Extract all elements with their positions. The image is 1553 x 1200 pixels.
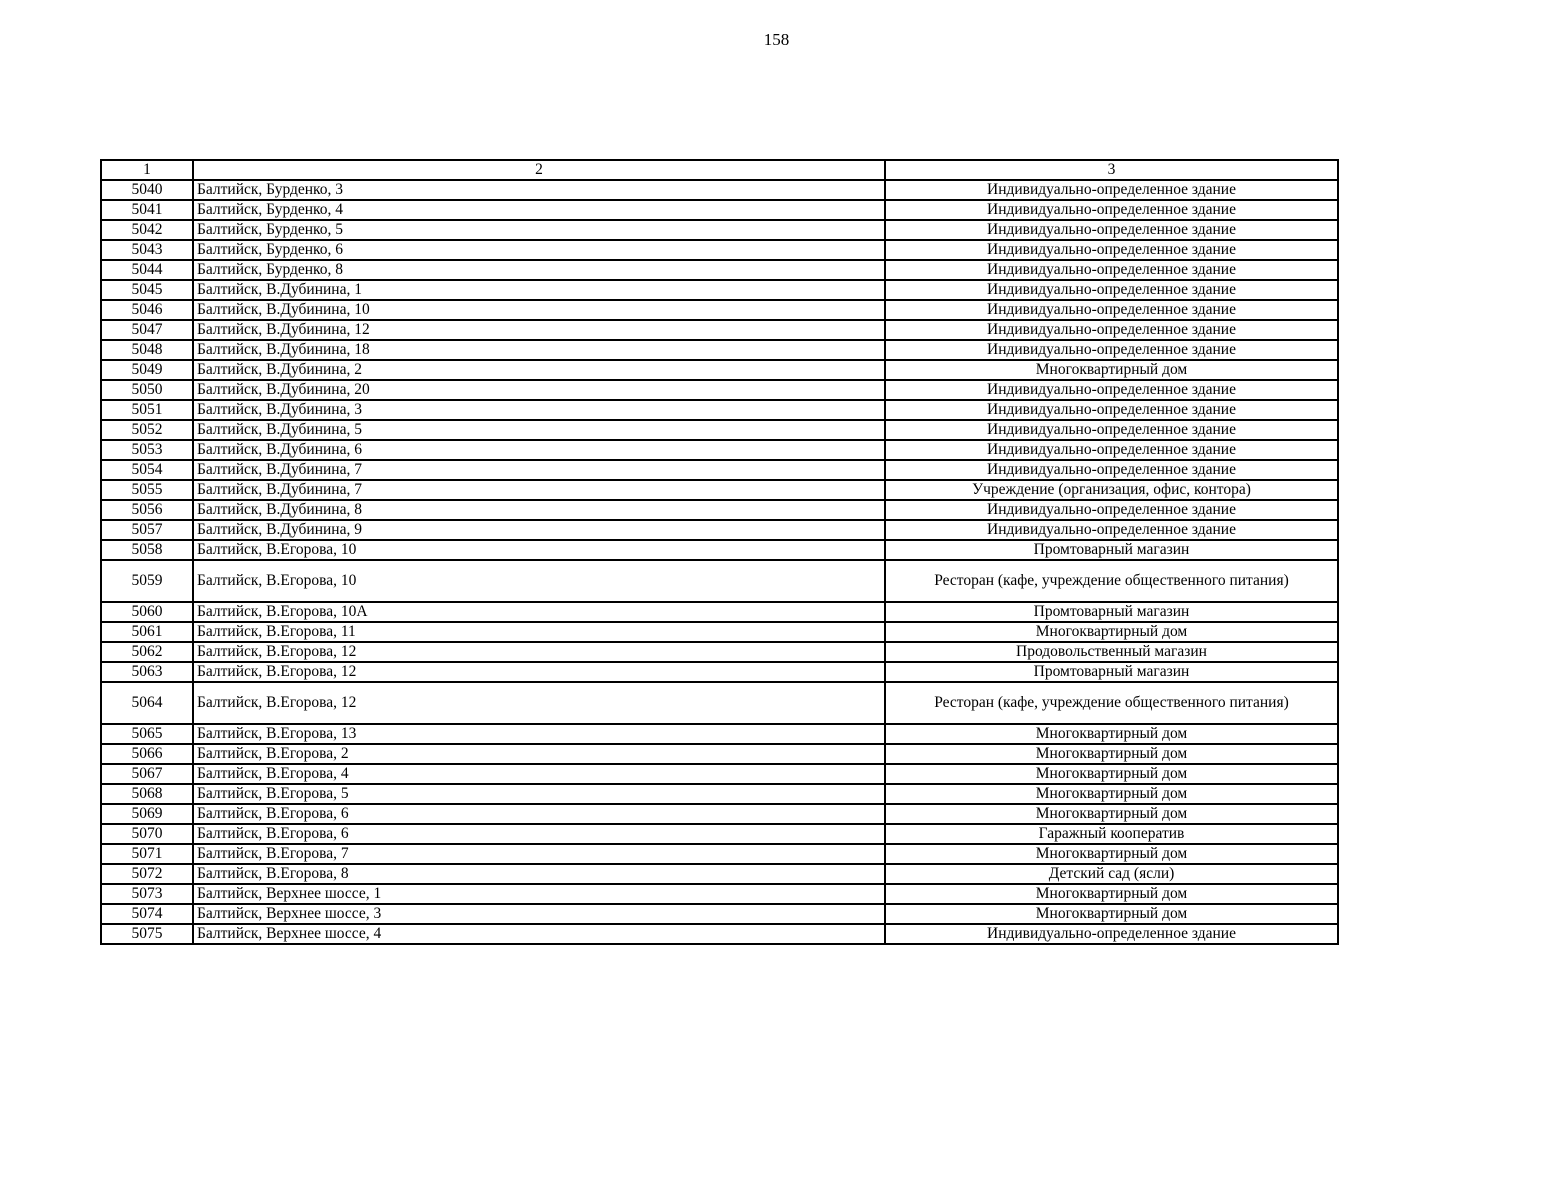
object-type-cell: Многоквартирный дом: [885, 904, 1338, 924]
row-number-cell: 5067: [101, 764, 193, 784]
row-number-cell: 5070: [101, 824, 193, 844]
address-cell: Балтийск, В.Егорова, 12: [193, 662, 885, 682]
object-type-cell: Многоквартирный дом: [885, 784, 1338, 804]
row-number-cell: 5072: [101, 864, 193, 884]
address-cell: Балтийск, В.Егорова, 10: [193, 540, 885, 560]
address-cell: Балтийск, В.Егорова, 10А: [193, 602, 885, 622]
address-cell: Балтийск, В.Егорова, 2: [193, 744, 885, 764]
address-cell: Балтийск, Верхнее шоссе, 4: [193, 924, 885, 944]
table-row: [101, 300, 1338, 320]
address-cell: Балтийск, В.Егорова, 5: [193, 784, 885, 804]
address-cell: Балтийск, В.Егорова, 12: [193, 682, 885, 724]
row-number-cell: 5073: [101, 884, 193, 904]
table-row: [101, 744, 1338, 764]
object-type-cell: Промтоварный магазин: [885, 602, 1338, 622]
table-row: [101, 520, 1338, 540]
address-cell: Балтийск, Бурденко, 3: [193, 180, 885, 200]
row-number-cell: 5052: [101, 420, 193, 440]
address-cell: Балтийск, В.Дубинина, 6: [193, 440, 885, 460]
address-cell: Балтийск, Бурденко, 6: [193, 240, 885, 260]
row-number-cell: 5062: [101, 642, 193, 662]
table-row: [101, 602, 1338, 622]
table-row: [101, 260, 1338, 280]
object-type-cell: Индивидуально-определенное здание: [885, 440, 1338, 460]
row-number-cell: 5042: [101, 220, 193, 240]
row-number-cell: 5043: [101, 240, 193, 260]
address-cell: Балтийск, В.Дубинина, 12: [193, 320, 885, 340]
address-cell: Балтийск, Верхнее шоссе, 3: [193, 904, 885, 924]
table-row: [101, 500, 1338, 520]
table-row: [101, 844, 1338, 864]
address-cell: Балтийск, В.Егорова, 6: [193, 804, 885, 824]
object-type-cell: Индивидуально-определенное здание: [885, 260, 1338, 280]
row-number-cell: 5066: [101, 744, 193, 764]
row-number-cell: 5050: [101, 380, 193, 400]
table-row: [101, 200, 1338, 220]
table-row: [101, 240, 1338, 260]
table-row: [101, 824, 1338, 844]
address-cell: Балтийск, В.Дубинина, 7: [193, 480, 885, 500]
address-cell: Балтийск, В.Егорова, 11: [193, 622, 885, 642]
row-number-cell: 5041: [101, 200, 193, 220]
address-cell: Балтийск, В.Егорова, 4: [193, 764, 885, 784]
address-cell: Балтийск, В.Дубинина, 9: [193, 520, 885, 540]
object-type-cell: Многоквартирный дом: [885, 744, 1338, 764]
address-cell: Балтийск, Бурденко, 8: [193, 260, 885, 280]
address-cell: Балтийск, Бурденко, 4: [193, 200, 885, 220]
row-number-cell: 5046: [101, 300, 193, 320]
table-row: [101, 622, 1338, 642]
row-number-cell: 5051: [101, 400, 193, 420]
table-row: [101, 764, 1338, 784]
object-type-cell: Гаражный кооператив: [885, 824, 1338, 844]
object-type-cell: Индивидуально-определенное здание: [885, 420, 1338, 440]
table-header-row: [101, 160, 1338, 180]
column-header-2: 2: [193, 160, 885, 180]
row-number-cell: 5044: [101, 260, 193, 280]
object-type-cell: Индивидуально-определенное здание: [885, 400, 1338, 420]
row-number-cell: 5074: [101, 904, 193, 924]
page-number: 158: [763, 30, 790, 49]
table-body: [101, 180, 1338, 944]
table-row: [101, 682, 1338, 724]
object-type-cell: Индивидуально-определенное здание: [885, 280, 1338, 300]
row-number-cell: 5049: [101, 360, 193, 380]
row-number-cell: 5069: [101, 804, 193, 824]
address-cell: Балтийск, В.Егорова, 13: [193, 724, 885, 744]
object-type-cell: Индивидуально-определенное здание: [885, 220, 1338, 240]
table-row: [101, 360, 1338, 380]
registry-table: [100, 159, 1339, 945]
table-row: [101, 784, 1338, 804]
object-type-cell: Многоквартирный дом: [885, 884, 1338, 904]
table-row: [101, 380, 1338, 400]
table-row: [101, 480, 1338, 500]
address-cell: Балтийск, В.Дубинина, 18: [193, 340, 885, 360]
object-type-cell: Ресторан (кафе, учреждение общественного питания): [885, 560, 1338, 602]
table-row: [101, 662, 1338, 682]
object-type-cell: Многоквартирный дом: [885, 622, 1338, 642]
address-cell: Балтийск, В.Дубинина, 20: [193, 380, 885, 400]
object-type-cell: Промтоварный магазин: [885, 662, 1338, 682]
column-header-3: 3: [885, 160, 1338, 180]
object-type-cell: Учреждение (организация, офис, контора): [885, 480, 1338, 500]
row-number-cell: 5065: [101, 724, 193, 744]
table-row: [101, 804, 1338, 824]
address-cell: Балтийск, В.Дубинина, 3: [193, 400, 885, 420]
row-number-cell: 5075: [101, 924, 193, 944]
address-cell: Балтийск, В.Дубинина, 5: [193, 420, 885, 440]
row-number-cell: 5071: [101, 844, 193, 864]
table-row: [101, 560, 1338, 602]
table-row: [101, 864, 1338, 884]
object-type-cell: Индивидуально-определенное здание: [885, 460, 1338, 480]
row-number-cell: 5059: [101, 560, 193, 602]
row-number-cell: 5060: [101, 602, 193, 622]
table-row: [101, 540, 1338, 560]
row-number-cell: 5058: [101, 540, 193, 560]
table-row: [101, 320, 1338, 340]
row-number-cell: 5055: [101, 480, 193, 500]
table-row: [101, 400, 1338, 420]
table-row: [101, 642, 1338, 662]
object-type-cell: Многоквартирный дом: [885, 804, 1338, 824]
object-type-cell: Многоквартирный дом: [885, 724, 1338, 744]
address-cell: Балтийск, В.Дубинина, 2: [193, 360, 885, 380]
row-number-cell: 5045: [101, 280, 193, 300]
object-type-cell: Индивидуально-определенное здание: [885, 500, 1338, 520]
table-row: [101, 924, 1338, 944]
object-type-cell: Индивидуально-определенное здание: [885, 520, 1338, 540]
object-type-cell: Многоквартирный дом: [885, 360, 1338, 380]
object-type-cell: Многоквартирный дом: [885, 844, 1338, 864]
row-number-cell: 5053: [101, 440, 193, 460]
object-type-cell: Промтоварный магазин: [885, 540, 1338, 560]
row-number-cell: 5061: [101, 622, 193, 642]
table-row: [101, 724, 1338, 744]
object-type-cell: Индивидуально-определенное здание: [885, 380, 1338, 400]
row-number-cell: 5047: [101, 320, 193, 340]
address-cell: Балтийск, В.Дубинина, 1: [193, 280, 885, 300]
object-type-cell: Индивидуально-определенное здание: [885, 200, 1338, 220]
address-cell: Балтийск, В.Егорова, 12: [193, 642, 885, 662]
object-type-cell: Индивидуально-определенное здание: [885, 240, 1338, 260]
address-cell: Балтийск, В.Егорова, 10: [193, 560, 885, 602]
address-cell: Балтийск, В.Дубинина, 8: [193, 500, 885, 520]
object-type-cell: Многоквартирный дом: [885, 764, 1338, 784]
object-type-cell: Продовольственный магазин: [885, 642, 1338, 662]
table-row: [101, 460, 1338, 480]
address-cell: Балтийск, В.Дубинина, 7: [193, 460, 885, 480]
row-number-cell: 5068: [101, 784, 193, 804]
row-number-cell: 5048: [101, 340, 193, 360]
row-number-cell: 5040: [101, 180, 193, 200]
address-cell: Балтийск, В.Егорова, 7: [193, 844, 885, 864]
table-row: [101, 440, 1338, 460]
object-type-cell: Ресторан (кафе, учреждение общественного питания): [885, 682, 1338, 724]
address-cell: Балтийск, Верхнее шоссе, 1: [193, 884, 885, 904]
address-cell: Балтийск, В.Егорова, 6: [193, 824, 885, 844]
object-type-cell: Детский сад (ясли): [885, 864, 1338, 884]
row-number-cell: 5063: [101, 662, 193, 682]
table-row: [101, 884, 1338, 904]
address-cell: Балтийск, В.Дубинина, 10: [193, 300, 885, 320]
address-cell: Балтийск, В.Егорова, 8: [193, 864, 885, 884]
table-row: [101, 904, 1338, 924]
table-row: [101, 340, 1338, 360]
column-header-1: 1: [101, 160, 193, 180]
row-number-cell: 5054: [101, 460, 193, 480]
row-number-cell: 5057: [101, 520, 193, 540]
row-number-cell: 5064: [101, 682, 193, 724]
table-row: [101, 420, 1338, 440]
table-row: [101, 280, 1338, 300]
object-type-cell: Индивидуально-определенное здание: [885, 320, 1338, 340]
object-type-cell: Индивидуально-определенное здание: [885, 340, 1338, 360]
row-number-cell: 5056: [101, 500, 193, 520]
object-type-cell: Индивидуально-определенное здание: [885, 180, 1338, 200]
table-row: [101, 180, 1338, 200]
table-row: [101, 220, 1338, 240]
object-type-cell: Индивидуально-определенное здание: [885, 300, 1338, 320]
object-type-cell: Индивидуально-определенное здание: [885, 924, 1338, 944]
address-cell: Балтийск, Бурденко, 5: [193, 220, 885, 240]
